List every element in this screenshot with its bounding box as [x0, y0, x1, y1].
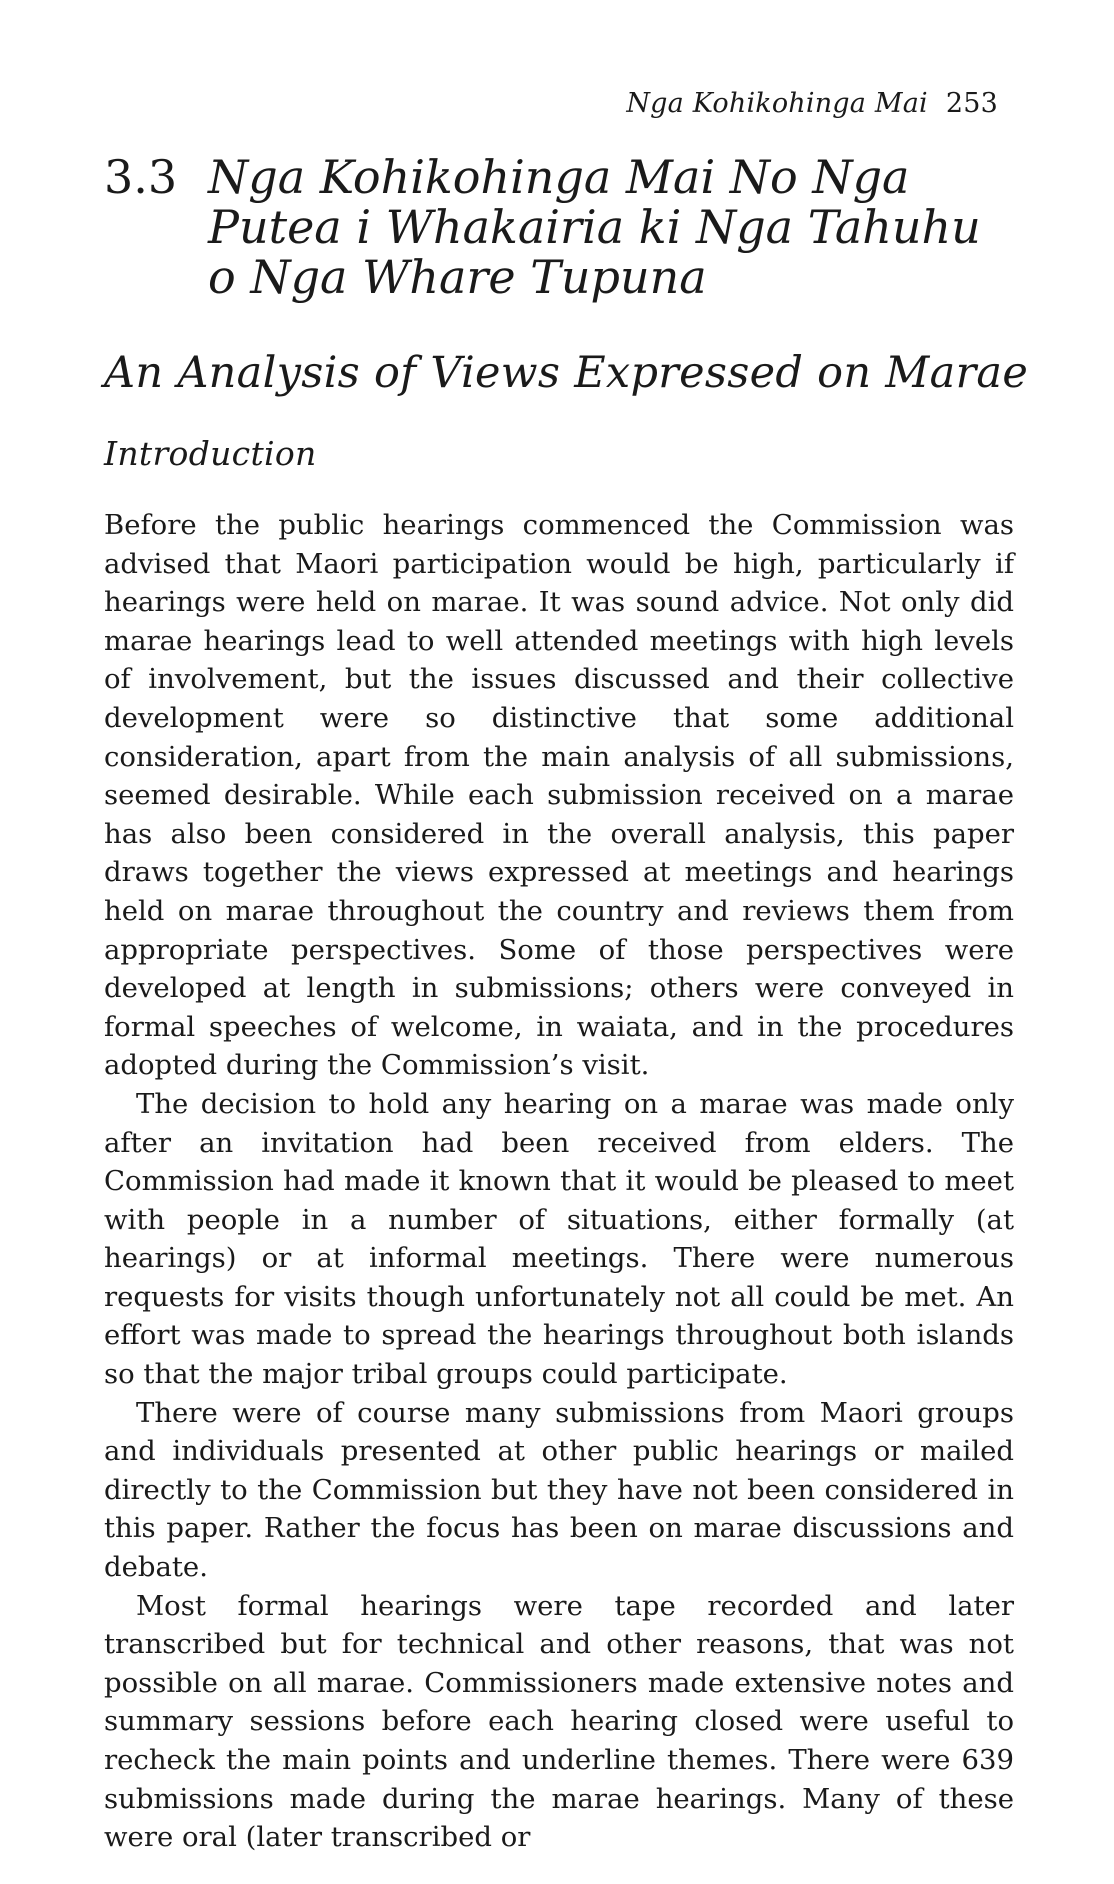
running-head: [626, 88, 998, 119]
paragraph-3: There were of course many submissions from Maori groups and individuals presented at other public hearings or mailed directly to the Commission but they have not been considered in this paper. Rather the focus has been on marae discussions and debate.: [104, 1396, 1014, 1584]
section-heading-introduction: Introduction: [104, 434, 317, 473]
chapter-title: Nga Kohikohinga Mai No Nga Putea i Whakairia ki Nga Tahuhu o Nga Whare Tupuna: [208, 150, 981, 304]
paragraph-4: Most formal hearings were tape recorded and later transcribed but for technical and other reasons, that was not possible on all marae. Commissioners made extensive notes and summary sessions before each hearing closed were useful to recheck the main points and underline themes. There were 639 submissions made during the marae hearings. Many of these were oral (later transcribed or: [104, 1589, 1014, 1854]
body-text: [104, 506, 1014, 1857]
chapter-number: 3.3: [104, 150, 178, 204]
paragraph-2: The decision to hold any hearing on a marae was made only after an invitation had been received from elders. The Commission had made it known that it would be pleased to meet with people in a number of situations, either formally (at hearings) or at informal meetings. There were numerous requests for visits though unfortunately not all could be met. An effort was made to spread the hearings throughout both islands so that the major tribal groups could participate.: [104, 1087, 1014, 1391]
page-number: 253: [945, 88, 998, 119]
paragraph-1: Before the public hearings commenced the Commission was advised that Maori participation would be high, particularly if hearings were held on marae. It was sound advice. Not only did marae hearings lead to well attended meetings with high levels of involvement, but the issues discussed and their collective development were so distinctive that some additional consideration, apart from the main analysis of all submissions, seemed desirable. While each submission received on a marae has also been considered in the overall analysis, this paper draws together the views expressed at meetings and hearings held on marae throughout the country and reviews them from appropriate perspectives. Some of those perspectives were developed at length in submissions; others were conveyed in formal speeches of welcome, in waiata, and in the procedures adopted during the Commission’s visit.: [104, 509, 1014, 1082]
running-head-title: Nga Kohikohinga Mai: [626, 88, 928, 119]
chapter-heading: [104, 152, 1004, 302]
chapter-subtitle: An Analysis of Views Expressed on Marae: [104, 348, 1029, 398]
